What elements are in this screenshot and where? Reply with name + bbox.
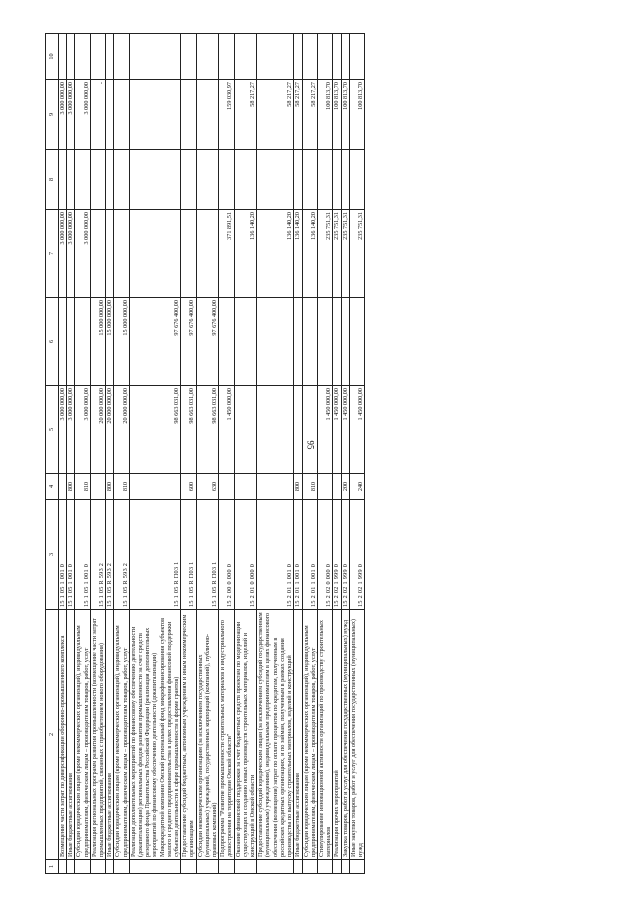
expense-type	[90, 474, 105, 500]
table-row	[114, 34, 129, 874]
amount-col9	[181, 80, 196, 150]
amount-col6	[333, 298, 341, 386]
amount-col5: 1 450 000,00	[333, 386, 341, 474]
expense-type: 800	[294, 474, 302, 500]
row-index	[294, 860, 302, 874]
table-row	[106, 34, 114, 874]
expense-type: 800	[106, 474, 114, 500]
description: Стимулирование инновационной активности организаций по производству строительных материалов	[317, 610, 332, 860]
table-row	[67, 34, 75, 874]
amount-col6	[302, 298, 317, 386]
row-index	[341, 860, 349, 874]
description: Субсидии юридическим лицам (кроме некоммерческих организаций), индивидуальным предпринимателям, физическим лицам – производителям товаров, работ, услуг	[302, 610, 317, 860]
expense-type: 810	[75, 474, 90, 500]
row-index	[181, 860, 196, 874]
rotated-table-container	[45, 34, 615, 874]
amount-col8	[294, 150, 302, 210]
amount-col9: 100 813,70	[341, 80, 349, 150]
amount-col6	[341, 298, 349, 386]
expense-type	[59, 474, 67, 500]
description: Реализация региональных программ развития промышленности (возмещение части затрат промышленных предприятий, связанных с приобретением нового оборудования)	[90, 610, 105, 860]
amount-col10	[234, 34, 257, 80]
expense-type	[219, 474, 234, 500]
row-index	[106, 860, 114, 874]
amount-col6	[349, 298, 364, 386]
amount-col8	[234, 150, 257, 210]
amount-col9: 100 813,70	[349, 80, 364, 150]
row-index	[234, 860, 257, 874]
amount-col10	[67, 34, 75, 80]
amount-col7: 235 751,31	[317, 210, 332, 298]
amount-col6	[219, 298, 234, 386]
expense-type	[234, 474, 257, 500]
target-code: 15 2 00 0 000 0	[219, 500, 234, 610]
row-index	[317, 860, 332, 874]
page-number: 95	[305, 440, 316, 450]
expense-type: 630	[196, 474, 219, 500]
row-index	[90, 860, 105, 874]
expense-type: 810	[302, 474, 317, 500]
amount-col10	[181, 34, 196, 80]
amount-col10	[106, 34, 114, 80]
amount-col8	[75, 150, 90, 210]
amount-col9: 3 000 000,00	[67, 80, 75, 150]
amount-col5: 20 000 000,00	[114, 386, 129, 474]
table-row	[302, 34, 317, 874]
description: Субсидии юридическим лицам (кроме некоммерческих организаций), индивидуальным предпринимателям, физическим лицам – производителям товаров, работ, услуг	[114, 610, 129, 860]
amount-col8	[257, 150, 294, 210]
target-code: 15 2 01 1 001 0	[302, 500, 317, 610]
amount-col8	[114, 150, 129, 210]
amount-col6	[75, 298, 90, 386]
expense-type	[317, 474, 332, 500]
amount-col10	[294, 34, 302, 80]
table-row	[349, 34, 364, 874]
amount-col9: 58 217,27	[294, 80, 302, 150]
amount-col5: 1 450 000,00	[219, 386, 234, 474]
amount-col5	[294, 386, 302, 474]
amount-col9	[114, 80, 129, 150]
amount-col9: 58 217,27	[234, 80, 257, 150]
amount-col8	[181, 150, 196, 210]
target-code: 15 1 05 R 593 2	[106, 500, 114, 610]
amount-col7	[181, 210, 196, 298]
amount-col6: 15 000 000,00	[90, 298, 105, 386]
amount-col6	[59, 298, 67, 386]
amount-col10	[59, 34, 67, 80]
table-row	[90, 34, 105, 874]
row-index	[75, 860, 90, 874]
amount-col9: 3 000 000,00	[75, 80, 90, 150]
table-row	[129, 34, 180, 874]
table-row	[196, 34, 219, 874]
target-code: 15 1 05 R 593 2	[90, 500, 105, 610]
amount-col6: 15 000 000,00	[106, 298, 114, 386]
amount-col10	[341, 34, 349, 80]
amount-col7: 136 140,20	[294, 210, 302, 298]
amount-col7	[196, 210, 219, 298]
amount-col7: 136 140,20	[257, 210, 294, 298]
target-code: 15 1 05 R П03 1	[196, 500, 219, 610]
target-code: 15 2 02 1 999 0	[341, 500, 349, 610]
description: Подпрограмма "Развитие промышленности строительных материалов и индустриального домостроения на территории Омской области"	[219, 610, 234, 860]
amount-col9	[196, 80, 219, 150]
row-index	[196, 860, 219, 874]
budget-table	[45, 33, 365, 874]
column-number-9: 9	[46, 80, 59, 150]
amount-col5	[302, 386, 317, 474]
amount-col7: 3 000 000,00	[67, 210, 75, 298]
expense-type: 810	[114, 474, 129, 500]
expense-type	[129, 474, 180, 500]
description: Предоставление субсидий юридическим лицам (за исключением субсидий государственным (муниципальным) учреждениям), индивидуальным предпринимателям в целях финансового обеспечения (возмещения) затрат по оплате процентов по кредитам, полученным в российских кредитных организациях, и по займам, полученным в рамках создания производства по выпуску строительных материалов, изделий и конструкций	[257, 610, 294, 860]
amount-col8	[219, 150, 234, 210]
amount-col5: 1 450 000,00	[317, 386, 332, 474]
amount-col5: 20 000 000,00	[106, 386, 114, 474]
amount-col5: 3 000 000,00	[67, 386, 75, 474]
table-row	[181, 34, 196, 874]
amount-col5	[234, 386, 257, 474]
target-code: 15 2 01 0 000 0	[234, 500, 257, 610]
amount-col8	[341, 150, 349, 210]
table-row	[333, 34, 341, 874]
expense-type: 600	[181, 474, 196, 500]
description: Реализация дополнительных мероприятий по финансовому обеспечению деятельности (докапитализации) региональных фондов развития промышленности за счет средств резервного фонда Правительства Российской Федерации (реализация дополнительных мероприятий по финансовому обеспечению деятельности (докапитализации) Микрокредитной компании Омский региональный фонд микрофинансирования субъектов малого и среднего предпринимательства в целях предоставления финансовой поддержки субъектам деятельности в сфере промышленности в форме грантов)	[129, 610, 180, 860]
column-number-7: 7	[46, 210, 59, 298]
description: Иные бюджетные ассигнования	[106, 610, 114, 860]
row-index	[219, 860, 234, 874]
amount-col10	[257, 34, 294, 80]
target-code: 15 1 05 1 001 0	[67, 500, 75, 610]
description: Предоставление субсидий бюджетным, автономным учреждениям и иным некоммерческим организациям	[181, 610, 196, 860]
amount-col10	[114, 34, 129, 80]
target-code: 15 2 01 1 001 0	[294, 500, 302, 610]
expense-type: 200	[341, 474, 349, 500]
amount-col7: 235 751,31	[341, 210, 349, 298]
amount-col8	[349, 150, 364, 210]
column-number-8: 8	[46, 150, 59, 210]
amount-col8	[129, 150, 180, 210]
amount-col9	[129, 80, 180, 150]
row-index	[257, 860, 294, 874]
column-number-10: 10	[46, 34, 59, 80]
amount-col8	[106, 150, 114, 210]
column-number-2: 2	[46, 610, 59, 860]
table-row	[317, 34, 332, 874]
amount-col7	[129, 210, 180, 298]
row-index	[129, 860, 180, 874]
target-code: 15 1 05 R П03 1	[129, 500, 180, 610]
table-row	[294, 34, 302, 874]
target-code: 15 2 02 0 000 0	[317, 500, 332, 610]
target-code: 15 1 05 1 001 0	[59, 500, 67, 610]
column-number-1: 1	[46, 860, 59, 874]
amount-col7: 235 751,31	[333, 210, 341, 298]
description: Возмещение части затрат по диверсификации оборонно-промышленного комплекса	[59, 610, 67, 860]
amount-col5: 98 663 031,00	[181, 386, 196, 474]
amount-col10	[75, 34, 90, 80]
description: Закупка товаров, работ и услуг для обеспечения государственных (муниципальных) нужд	[341, 610, 349, 860]
target-code: 15 1 05 R П03 1	[181, 500, 196, 610]
amount-col8	[67, 150, 75, 210]
amount-col7	[90, 210, 105, 298]
amount-col9: 159 030,97	[219, 80, 234, 150]
amount-col5	[257, 386, 294, 474]
amount-col10	[302, 34, 317, 80]
amount-col6: 15 000 000,00	[114, 298, 129, 386]
amount-col9: 100 813,70	[317, 80, 332, 150]
amount-col9	[106, 80, 114, 150]
row-index	[349, 860, 364, 874]
amount-col9: -	[90, 80, 105, 150]
target-code: 15 2 02 1 999 0	[349, 500, 364, 610]
description: Оказание финансовой поддержки за счет бюджетных средств проектам по модернизации существующих и созданию новых производств строительных материалов, изделий и конструкций в Омской области	[234, 610, 257, 860]
row-index	[114, 860, 129, 874]
amount-col6	[317, 298, 332, 386]
amount-col5: 1 450 000,00	[349, 386, 364, 474]
column-number-6: 6	[46, 298, 59, 386]
amount-col10	[219, 34, 234, 80]
description: Субсидии некоммерческим организациям (за исключением государственных (муниципальных) учреждений, государственных корпораций (компаний), публично-правовых компаний)	[196, 610, 219, 860]
target-code: 15 2 02 1 999 0	[333, 500, 341, 610]
column-number-4: 4	[46, 474, 59, 500]
expense-type: 800	[67, 474, 75, 500]
table-row	[219, 34, 234, 874]
amount-col8	[302, 150, 317, 210]
amount-col7: 371 891,51	[219, 210, 234, 298]
table-row	[234, 34, 257, 874]
amount-col8	[196, 150, 219, 210]
description: Субсидии юридическим лицам (кроме некоммерческих организаций), индивидуальным предпринимателям, физическим лицам – производителям товаров, работ, услуг	[75, 610, 90, 860]
amount-col6	[67, 298, 75, 386]
target-code: 15 1 05 R 593 2	[114, 500, 129, 610]
amount-col5: 3 000 000,00	[59, 386, 67, 474]
amount-col8	[90, 150, 105, 210]
amount-col6: 97 676 400,00	[196, 298, 219, 386]
row-index	[67, 860, 75, 874]
expense-type: 240	[349, 474, 364, 500]
row-index	[59, 860, 67, 874]
expense-type	[333, 474, 341, 500]
description: Реализация прочих мероприятий	[333, 610, 341, 860]
table-row	[75, 34, 90, 874]
amount-col8	[317, 150, 332, 210]
target-code: 15 1 05 1 001 0	[75, 500, 90, 610]
row-index	[302, 860, 317, 874]
amount-col10	[129, 34, 180, 80]
amount-col8	[59, 150, 67, 210]
target-code: 15 2 01 1 001 0	[257, 500, 294, 610]
amount-col10	[90, 34, 105, 80]
description: Иные закупки товаров, работ и услуг для обеспечения государственных (муниципальных) нужд	[349, 610, 364, 860]
amount-col9: 58 217,27	[257, 80, 294, 150]
amount-col5: 1 450 000,00	[341, 386, 349, 474]
amount-col7: 136 140,20	[302, 210, 317, 298]
amount-col9: 3 000 000,00	[59, 80, 67, 150]
table-row	[257, 34, 294, 874]
amount-col7: 3 000 000,00	[75, 210, 90, 298]
amount-col10	[333, 34, 341, 80]
amount-col7: 3 000 000,00	[59, 210, 67, 298]
amount-col8	[333, 150, 341, 210]
column-number-row	[46, 34, 59, 874]
amount-col6: 97 676 400,00	[181, 298, 196, 386]
amount-col7	[114, 210, 129, 298]
amount-col6	[257, 298, 294, 386]
amount-col5: 98 663 031,00	[196, 386, 219, 474]
row-index	[333, 860, 341, 874]
amount-col6	[234, 298, 257, 386]
amount-col10	[317, 34, 332, 80]
amount-col7: 136 140,20	[234, 210, 257, 298]
amount-col7	[106, 210, 114, 298]
amount-col9: 58 217,27	[302, 80, 317, 150]
column-number-5: 5	[46, 386, 59, 474]
column-number-3: 3	[46, 500, 59, 610]
amount-col9: 100 813,70	[333, 80, 341, 150]
amount-col5: 20 000 000,00	[90, 386, 105, 474]
description: Иные бюджетные ассигнования	[67, 610, 75, 860]
amount-col7: 235 751,31	[349, 210, 364, 298]
amount-col6: 97 676 400,00	[129, 298, 180, 386]
amount-col5: 98 663 031,00	[129, 386, 180, 474]
expense-type	[257, 474, 294, 500]
description: Иные бюджетные ассигнования	[294, 610, 302, 860]
amount-col5: 3 000 000,00	[75, 386, 90, 474]
table-row	[341, 34, 349, 874]
table-row	[59, 34, 67, 874]
amount-col10	[349, 34, 364, 80]
amount-col6	[294, 298, 302, 386]
amount-col10	[196, 34, 219, 80]
